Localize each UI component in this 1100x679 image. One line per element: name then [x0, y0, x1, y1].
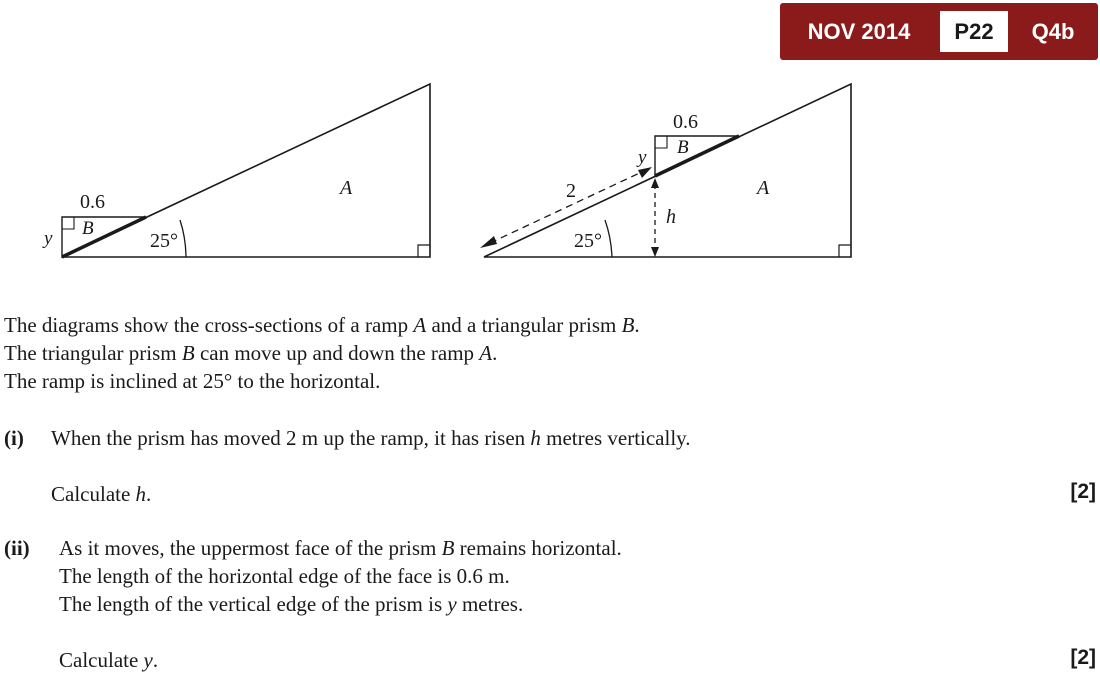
right-right-angle-marker	[839, 245, 851, 257]
left-angle-label: 25°	[150, 230, 178, 252]
right-prism-contact-edge	[655, 136, 739, 176]
part-i-text: When the prism has moved 2 m up the ramp, it has risen h metres vertically.	[51, 426, 691, 450]
distance-label: 2	[566, 180, 576, 202]
left-prism-contact-edge	[62, 217, 146, 257]
part-ii-line-3: The length of the vertical edge of the prism is y metres.	[59, 592, 524, 616]
right-prism-label: B	[677, 137, 689, 158]
left-ramp-label: A	[340, 177, 353, 199]
left-top-edge-label: 0.6	[80, 191, 105, 213]
paper-label: P22	[940, 11, 1008, 52]
left-right-angle-marker	[418, 245, 430, 257]
right-ramp-label: A	[757, 177, 770, 199]
right-diagram	[480, 84, 851, 257]
left-vertical-edge-label: y	[44, 228, 53, 249]
intro-line-2: The triangular prism B can move up and down the ramp A.	[4, 341, 498, 365]
height-arrow-down-icon	[651, 247, 659, 257]
part-i-marks: [2]	[1070, 480, 1096, 503]
distance-arrow-right-icon	[638, 167, 652, 178]
right-top-edge-label: 0.6	[673, 111, 698, 133]
part-i-task: Calculate h.	[51, 482, 152, 506]
right-angle-label: 25°	[574, 230, 602, 252]
left-angle-arc	[180, 220, 186, 257]
right-vertical-edge-label: y	[638, 147, 647, 168]
question-badge	[780, 3, 1098, 60]
distance-arrow-left-icon	[480, 236, 497, 248]
height-arrow-up-icon	[651, 178, 659, 188]
intro-line-3: The ramp is inclined at 25° to the horizontal.	[4, 369, 381, 393]
height-label: h	[666, 206, 676, 228]
right-angle-arc	[605, 220, 612, 257]
part-ii-line-2: The length of the horizontal edge of the face is 0.6 m.	[59, 564, 510, 588]
part-ii-marks: [2]	[1070, 646, 1096, 669]
part-ii-line-1: As it moves, the uppermost face of the prism B remains horizontal.	[59, 536, 622, 560]
ramp-diagrams	[0, 70, 900, 270]
part-ii-task: Calculate y.	[59, 648, 159, 672]
part-i-number: (i)	[4, 426, 24, 450]
left-prism-label: B	[82, 218, 94, 239]
left-prism-right-angle-marker	[62, 217, 74, 229]
left-diagram	[42, 84, 430, 257]
session-label: NOV 2014	[807, 19, 911, 44]
part-ii-number: (ii)	[4, 536, 30, 560]
intro-line-1: The diagrams show the cross-sections of a ramp A and a triangular prism B.	[4, 313, 640, 337]
question-label: Q4b	[1031, 19, 1075, 44]
right-prism-right-angle-marker	[655, 136, 667, 148]
